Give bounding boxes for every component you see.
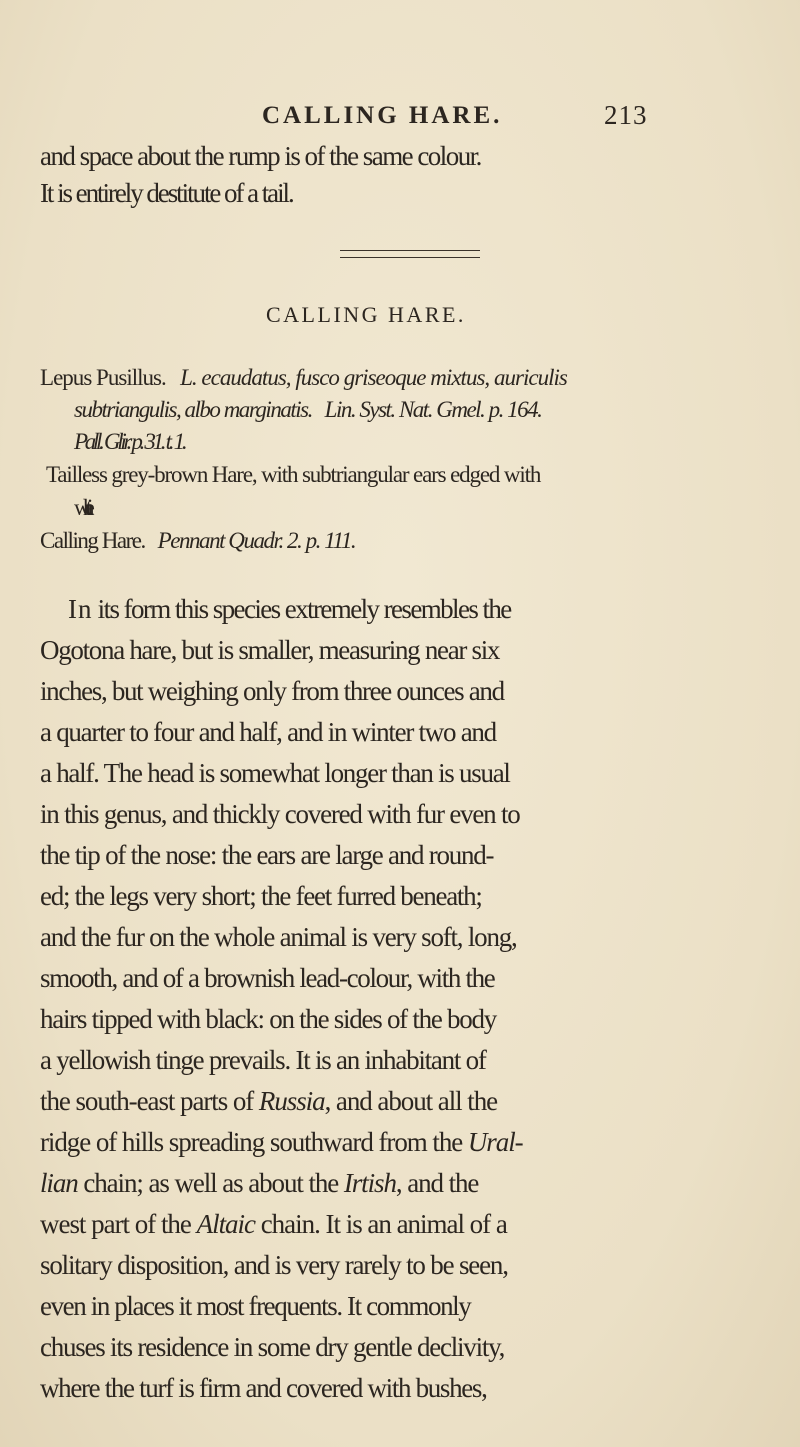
place-name: lian — [40, 1168, 78, 1198]
paragraph-line-16: west part of the Altaic chain. It is an animal of a — [40, 1209, 507, 1239]
running-title: CALLING HARE. — [262, 102, 503, 129]
synonymy-line-2 — [74, 398, 800, 421]
synonymy-line-3 — [74, 430, 800, 453]
paragraph-line-10: smooth, and of a brownish lead-colour, with the — [40, 963, 495, 993]
intro-line-2: It is entirely destitute of a tail. — [40, 178, 293, 208]
synonymy-line-4 — [46, 463, 800, 486]
reference-text: Pall. Glir. p. 31. t. 1. — [74, 429, 185, 454]
paragraph-line-12: a yellowish tinge prevails. It is an inhabitant of — [40, 1045, 486, 1075]
page-number: 213 — [604, 100, 648, 130]
paragraph-line-18: even in places it most frequents. It commonly — [40, 1291, 471, 1321]
paragraph-line-2: Ogotona hare, but is smaller, measuring near six — [40, 635, 500, 665]
paragraph-line-15: lian chain; as well as about the Irtish, and the — [40, 1168, 479, 1198]
place-name: Altaic — [196, 1209, 255, 1239]
paragraph-line-9: and the fur on the whole animal is very soft, long, — [40, 922, 517, 952]
description-text: white. — [74, 495, 86, 520]
paragraph-line-3: inches, but weighing only from three ounces and — [40, 676, 504, 706]
place-name: Ural- — [467, 1127, 523, 1157]
place-name: Russia — [258, 1086, 325, 1116]
description-text: Tailless grey-brown Hare, with subtriangular ears edged with — [46, 462, 541, 487]
paragraph-line-5: a half. The head is somewhat longer than is usual — [40, 758, 510, 788]
paragraph-line-14: ridge of hills spreading southward from the Ural- — [40, 1127, 523, 1157]
synonymy-line-1 — [40, 366, 800, 389]
paragraph-line-11: hairs tipped with black: on the sides of the body — [40, 1004, 496, 1034]
paragraph-initial: In — [68, 594, 93, 624]
paragraph-line-17: solitary disposition, and is very rarely to be seen, — [40, 1250, 508, 1280]
synonymy-line-6 — [40, 529, 800, 552]
paragraph-line-19: chuses its residence in some dry gentle declivity, — [40, 1332, 505, 1362]
intro-line-1: and space about the rump is of the same colour. — [40, 141, 481, 171]
paragraph-line-1: In its form this species extremely resembles the — [68, 594, 511, 624]
paragraph-line-7: the tip of the nose: the ears are large and round- — [40, 840, 494, 870]
species-name: Lepus Pusillus. — [40, 365, 166, 390]
diagnosis-text: subtriangulis, albo marginatis. — [74, 397, 312, 422]
place-name: Irtish — [343, 1168, 396, 1198]
synonymy-line-5 — [74, 496, 800, 519]
paragraph-line-20: where the turf is firm and covered with bushes, — [40, 1373, 487, 1403]
section-title: CALLING HARE. — [266, 302, 466, 327]
common-name: Calling Hare. — [40, 528, 145, 553]
running-head — [0, 98, 800, 138]
reference-text: Lin. Syst. Nat. Gmel. p. 164. — [324, 397, 542, 422]
paragraph-line-4: a quarter to four and half, and in winter two and — [40, 717, 496, 747]
paragraph-line-13: the south-east parts of Russia, and about all the — [40, 1086, 498, 1116]
section-divider — [340, 250, 480, 258]
paragraph-line-8: ed; the legs very short; the feet furred beneath; — [40, 881, 482, 911]
reference-text: Pennant Quadr. 2. p. 111. — [157, 528, 356, 553]
paragraph-line-6: in this genus, and thickly covered with fur even to — [40, 799, 520, 829]
diagnosis-text: L. ecaudatus, fusco griseoque mixtus, auriculis — [180, 365, 567, 390]
